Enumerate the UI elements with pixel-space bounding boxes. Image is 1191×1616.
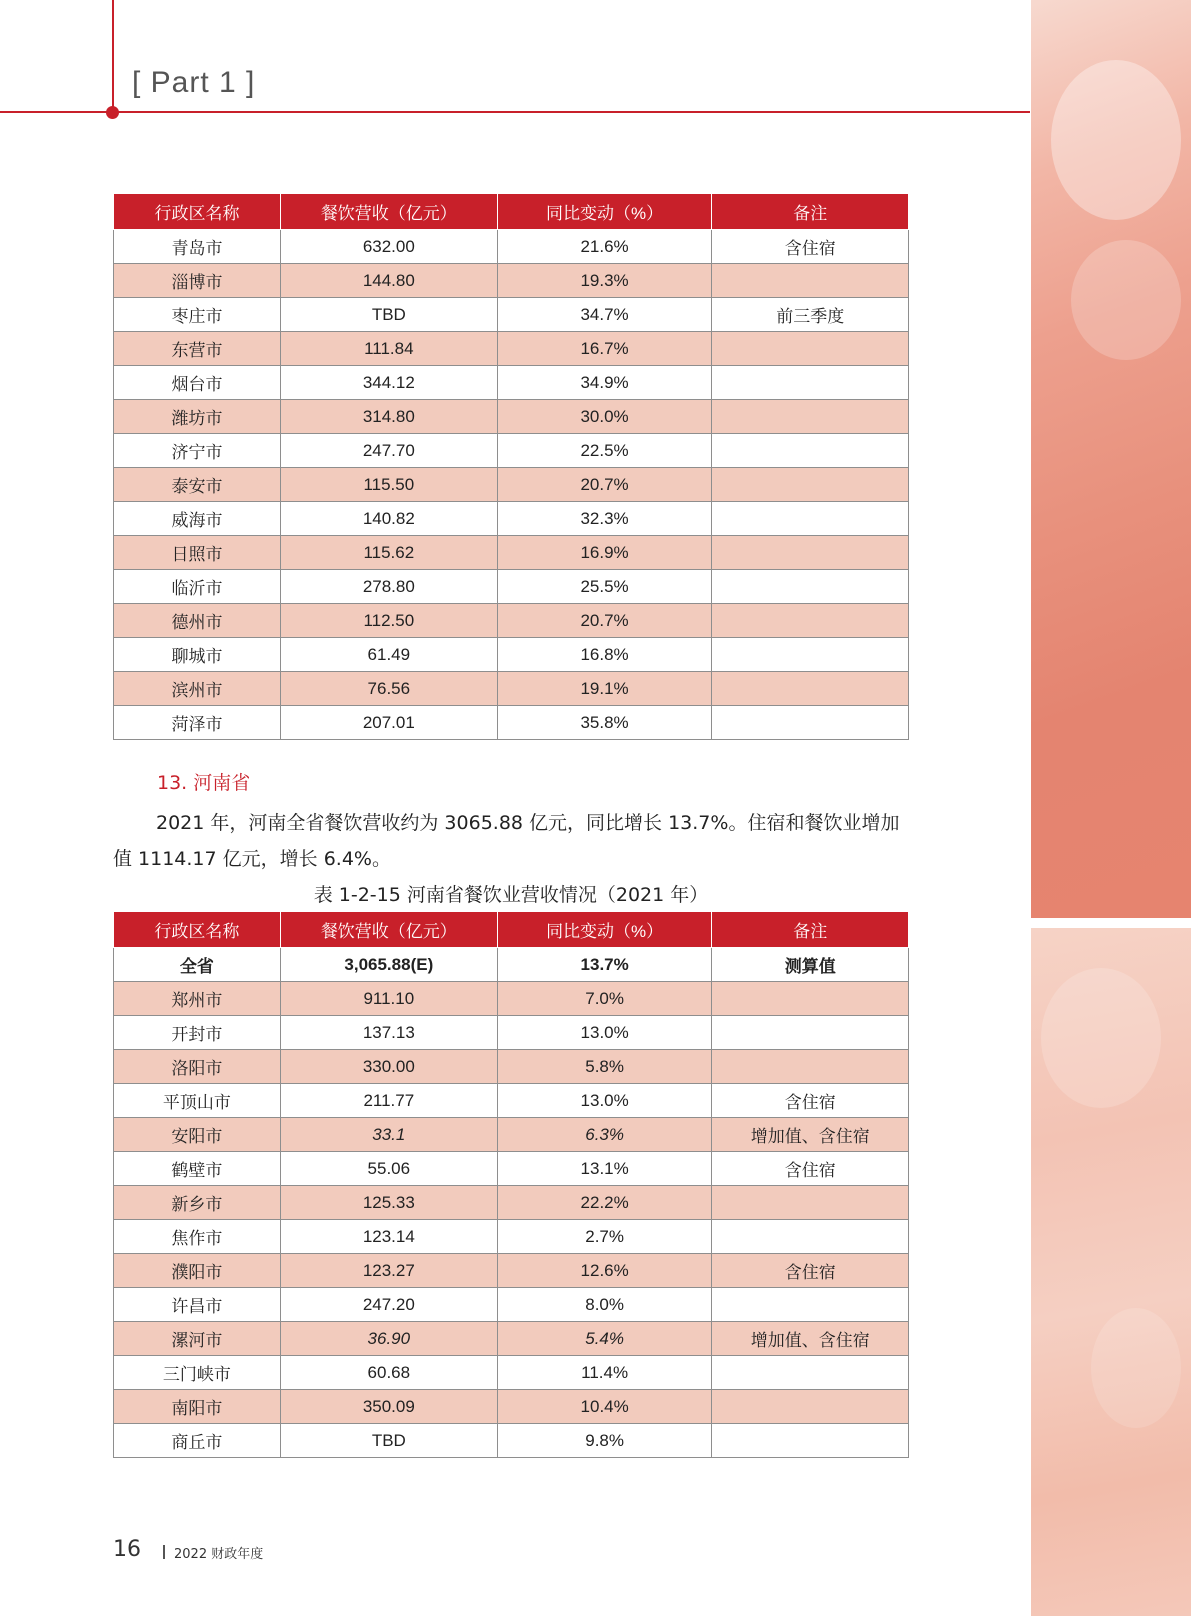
cell-revenue: 330.00: [280, 1050, 497, 1084]
cell-district: 淄博市: [114, 264, 281, 298]
table-caption: 表 1-2-15 河南省餐饮业营收情况（2021 年）: [313, 884, 709, 906]
cell-district: 焦作市: [114, 1220, 281, 1254]
cell-yoy-change: 21.6%: [497, 230, 712, 264]
cell-yoy-change: 19.1%: [497, 672, 712, 706]
section-paragraph: 2021 年，河南全省餐饮营收约为 3065.88 亿元，同比增长 13.7%。住宿和餐饮业增加值 1114.17 亿元，增长 6.4%。: [113, 812, 900, 870]
cell-yoy-change: 2.7%: [497, 1220, 712, 1254]
cell-revenue: 123.27: [280, 1254, 497, 1288]
cell-yoy-change: 16.9%: [497, 536, 712, 570]
cell-note: 含住宿: [712, 1152, 909, 1186]
table-header-row: [114, 194, 909, 230]
cell-district: 潍坊市: [114, 400, 281, 434]
table-row: [114, 1186, 909, 1220]
cell-note: 含住宿: [712, 230, 909, 264]
table-row: [114, 1390, 909, 1424]
cell-note: [712, 638, 909, 672]
cell-district: 青岛市: [114, 230, 281, 264]
cell-yoy-change: 5.4%: [497, 1322, 712, 1356]
cell-note: [712, 1356, 909, 1390]
cell-revenue: 61.49: [280, 638, 497, 672]
table-row: [114, 1084, 909, 1118]
cell-note: [712, 604, 909, 638]
cell-note: 测算值: [712, 948, 909, 982]
cell-yoy-change: 16.7%: [497, 332, 712, 366]
cell-district: 东营市: [114, 332, 281, 366]
cell-note: 前三季度: [712, 298, 909, 332]
cell-revenue: TBD: [280, 1424, 497, 1458]
table-row: [114, 604, 909, 638]
header-note: 备注: [712, 912, 909, 948]
cell-revenue: 111.84: [280, 332, 497, 366]
cell-revenue: TBD: [280, 298, 497, 332]
header-rule-dot: [106, 106, 119, 119]
cell-revenue: 33.1: [280, 1118, 497, 1152]
cell-yoy-change: 34.9%: [497, 366, 712, 400]
cell-yoy-change: 22.5%: [497, 434, 712, 468]
cell-revenue: 125.33: [280, 1186, 497, 1220]
cell-revenue: 211.77: [280, 1084, 497, 1118]
cell-district: 德州市: [114, 604, 281, 638]
cell-district: 威海市: [114, 502, 281, 536]
cell-yoy-change: 30.0%: [497, 400, 712, 434]
cell-note: [712, 434, 909, 468]
cell-district: 濮阳市: [114, 1254, 281, 1288]
cell-revenue: 3,065.88(E): [280, 948, 497, 982]
side-decorative-image-top: [1031, 0, 1191, 918]
table-row: [114, 1322, 909, 1356]
table-row: [114, 264, 909, 298]
cell-revenue: 344.12: [280, 366, 497, 400]
cell-district: 新乡市: [114, 1186, 281, 1220]
table-row: [114, 1424, 909, 1458]
table-row: [114, 536, 909, 570]
side-decorative-image-bottom: [1031, 928, 1191, 1616]
cell-yoy-change: 13.0%: [497, 1016, 712, 1050]
cell-revenue: 115.50: [280, 468, 497, 502]
header-horizontal-rule: [0, 111, 1030, 113]
cell-note: 增加值、含住宿: [712, 1322, 909, 1356]
table-row: [114, 672, 909, 706]
cell-revenue: 112.50: [280, 604, 497, 638]
cell-yoy-change: 13.7%: [497, 948, 712, 982]
cell-district: 鹤壁市: [114, 1152, 281, 1186]
cell-revenue: 247.70: [280, 434, 497, 468]
table-row: [114, 1220, 909, 1254]
cell-yoy-change: 9.8%: [497, 1424, 712, 1458]
cell-revenue: 76.56: [280, 672, 497, 706]
cell-note: [712, 982, 909, 1016]
table-body: [114, 948, 909, 1458]
table-body: [114, 230, 909, 740]
footer-separator: [163, 1545, 165, 1559]
cell-district: 枣庄市: [114, 298, 281, 332]
cell-revenue: 123.14: [280, 1220, 497, 1254]
header-note: 备注: [712, 194, 909, 230]
cell-note: [712, 1050, 909, 1084]
cell-revenue: 278.80: [280, 570, 497, 604]
cell-district: 许昌市: [114, 1288, 281, 1322]
cell-district: 安阳市: [114, 1118, 281, 1152]
table-row: [114, 570, 909, 604]
table-row: [114, 982, 909, 1016]
table-row: [114, 1118, 909, 1152]
header-vertical-rule: [112, 0, 114, 112]
cell-yoy-change: 7.0%: [497, 982, 712, 1016]
cell-district: 烟台市: [114, 366, 281, 400]
cell-district: 三门峡市: [114, 1356, 281, 1390]
cell-yoy-change: 20.7%: [497, 604, 712, 638]
cell-revenue: 911.10: [280, 982, 497, 1016]
cell-revenue: 140.82: [280, 502, 497, 536]
cell-revenue: 314.80: [280, 400, 497, 434]
cell-yoy-change: 12.6%: [497, 1254, 712, 1288]
table-row: [114, 298, 909, 332]
cell-yoy-change: 10.4%: [497, 1390, 712, 1424]
table-row: [114, 1288, 909, 1322]
cell-note: [712, 400, 909, 434]
table-row: [114, 502, 909, 536]
cell-yoy-change: 32.3%: [497, 502, 712, 536]
cell-revenue: 60.68: [280, 1356, 497, 1390]
table-row: [114, 332, 909, 366]
cell-note: [712, 1424, 909, 1458]
header-revenue: 餐饮营收（亿元）: [280, 194, 497, 230]
table-row: [114, 230, 909, 264]
header-district: 行政区名称: [114, 912, 281, 948]
cell-revenue: 350.09: [280, 1390, 497, 1424]
cell-revenue: 247.20: [280, 1288, 497, 1322]
cell-note: [712, 1186, 909, 1220]
part-label: [ Part 1 ]: [132, 66, 256, 99]
cell-yoy-change: 25.5%: [497, 570, 712, 604]
table-row: [114, 366, 909, 400]
cell-note: [712, 502, 909, 536]
cell-revenue: 55.06: [280, 1152, 497, 1186]
side-image-gap: [1031, 918, 1191, 928]
table-row: [114, 638, 909, 672]
cell-yoy-change: 8.0%: [497, 1288, 712, 1322]
cell-district: 开封市: [114, 1016, 281, 1050]
cell-district: 平顶山市: [114, 1084, 281, 1118]
cell-note: [712, 366, 909, 400]
cell-district: 洛阳市: [114, 1050, 281, 1084]
cell-district: 郑州市: [114, 982, 281, 1016]
header-yoy-change: 同比变动（%）: [497, 194, 712, 230]
cell-note: [712, 1288, 909, 1322]
cell-district: 日照市: [114, 536, 281, 570]
cell-district: 全省: [114, 948, 281, 982]
table-row: [114, 948, 909, 982]
cell-note: [712, 570, 909, 604]
cell-revenue: 144.80: [280, 264, 497, 298]
cell-district: 济宁市: [114, 434, 281, 468]
cell-district: 临沂市: [114, 570, 281, 604]
cell-district: 泰安市: [114, 468, 281, 502]
cell-revenue: 137.13: [280, 1016, 497, 1050]
cell-district: 商丘市: [114, 1424, 281, 1458]
cell-yoy-change: 5.8%: [497, 1050, 712, 1084]
cell-yoy-change: 35.8%: [497, 706, 712, 740]
cell-note: [712, 536, 909, 570]
cell-district: 滨州市: [114, 672, 281, 706]
cell-district: 漯河市: [114, 1322, 281, 1356]
section-heading: 13. 河南省: [157, 772, 251, 794]
cell-yoy-change: 16.8%: [497, 638, 712, 672]
table-row: [114, 468, 909, 502]
cell-revenue: 36.90: [280, 1322, 497, 1356]
cell-note: [712, 1016, 909, 1050]
publication-name: 2022 财政年度: [174, 1547, 264, 1562]
cell-yoy-change: 34.7%: [497, 298, 712, 332]
cell-note: [712, 468, 909, 502]
cell-revenue: 115.62: [280, 536, 497, 570]
header-district: 行政区名称: [114, 194, 281, 230]
table-row: [114, 1016, 909, 1050]
header-revenue: 餐饮营收（亿元）: [280, 912, 497, 948]
cell-note: 含住宿: [712, 1254, 909, 1288]
cell-revenue: 207.01: [280, 706, 497, 740]
table-row: [114, 1254, 909, 1288]
cell-note: [712, 706, 909, 740]
cell-yoy-change: 22.2%: [497, 1186, 712, 1220]
cell-revenue: 632.00: [280, 230, 497, 264]
table-row: [114, 1152, 909, 1186]
table-header-row: [114, 912, 909, 948]
cell-note: 增加值、含住宿: [712, 1118, 909, 1152]
cell-note: [712, 672, 909, 706]
cell-yoy-change: 20.7%: [497, 468, 712, 502]
cell-note: [712, 332, 909, 366]
cell-note: 含住宿: [712, 1084, 909, 1118]
cell-note: [712, 264, 909, 298]
henan-revenue-table: [113, 911, 909, 1458]
cell-district: 聊城市: [114, 638, 281, 672]
cell-yoy-change: 11.4%: [497, 1356, 712, 1390]
header-yoy-change: 同比变动（%）: [497, 912, 712, 948]
page-number: 16: [113, 1537, 141, 1562]
cell-yoy-change: 6.3%: [497, 1118, 712, 1152]
table-row: [114, 400, 909, 434]
cell-district: 南阳市: [114, 1390, 281, 1424]
table-row: [114, 434, 909, 468]
table-row: [114, 1050, 909, 1084]
table-row: [114, 1356, 909, 1390]
table-row: [114, 706, 909, 740]
cell-yoy-change: 13.0%: [497, 1084, 712, 1118]
cell-note: [712, 1390, 909, 1424]
shandong-revenue-table: [113, 193, 909, 740]
cell-yoy-change: 13.1%: [497, 1152, 712, 1186]
cell-note: [712, 1220, 909, 1254]
cell-district: 菏泽市: [114, 706, 281, 740]
cell-yoy-change: 19.3%: [497, 264, 712, 298]
